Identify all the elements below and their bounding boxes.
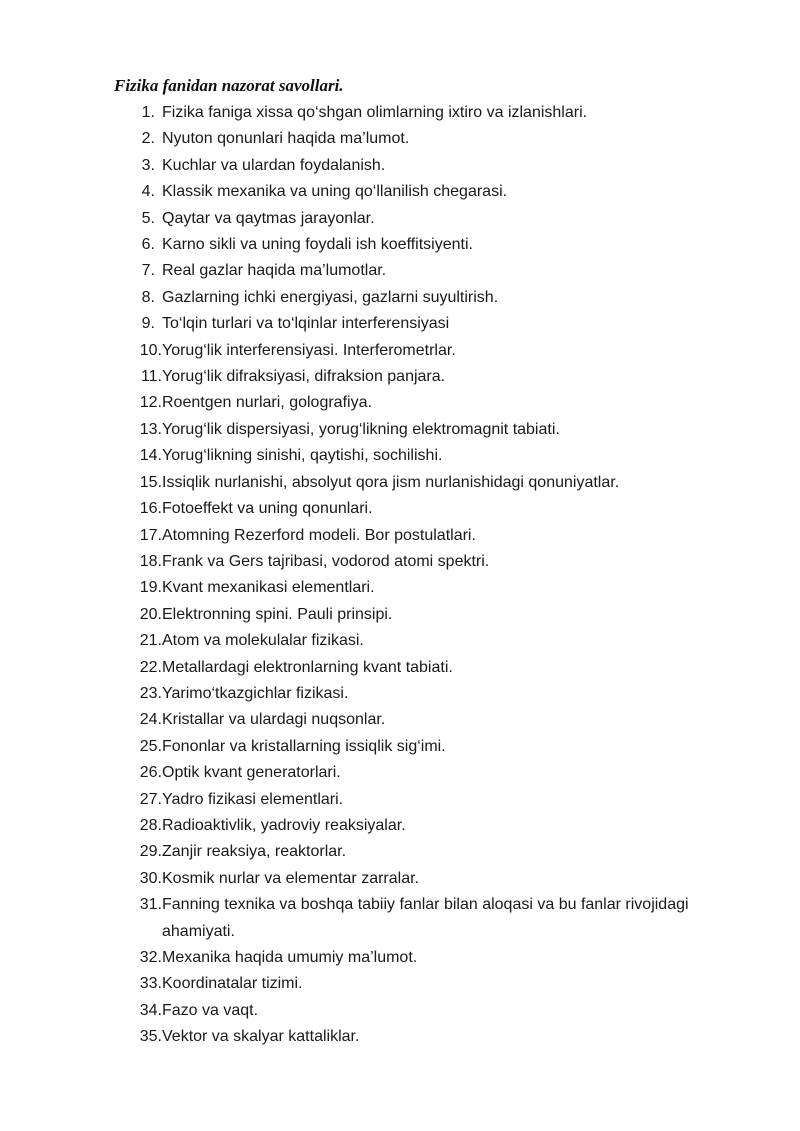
list-item-number: 17. [139,526,162,544]
list-item-number: 4. [141,183,155,201]
list-item-text: To‘lqin turlari va to‘lqinlar interferensiyasi [162,315,450,333]
list-item-number: 34. [139,1001,162,1019]
list-item-number: 30. [139,869,162,887]
list-item [0,813,800,839]
list-item-text: Elektronning spini. Pauli prinsipi. [162,605,393,623]
list-item-number: 33. [139,975,162,993]
list-item [0,707,800,733]
list-item [0,338,800,364]
list-item-number: 11. [140,368,162,386]
list-item-number: 25. [139,737,162,755]
list-item [0,734,800,760]
list-item-text: Yorug‘lik difraksiyasi, difraksion panjara. [162,368,446,386]
list-item-text: Fazo va vaqt. [162,1001,259,1019]
list-item-number: 32. [139,949,162,966]
list-item-text: Issiqlik nurlanishi, absolyut qora jism nurlanishidagi qonuniyatlar. [162,473,620,491]
list-item [0,655,800,681]
list-item [0,443,800,469]
list-item-text: Real gazlar haqida ma’lumotlar. [162,262,387,280]
list-item [0,417,800,443]
list-item-text: Zanjir reaksiya, reaktorlar. [162,843,347,861]
list-item-number: 14. [139,447,162,465]
list-item [0,681,800,707]
list-item [0,179,800,205]
list-item-number: 8. [141,288,155,306]
list-item-text: Fanning texnika va boshqa tabiiy fanlar bilan aloqasi va bu fanlar rivojidagi ahamiyati. [162,896,689,940]
list-item-number: 24. [139,711,162,729]
list-item-number: 2. [141,130,155,148]
list-item [0,496,800,522]
list-item-number: 20. [139,605,162,623]
list-item [0,523,800,549]
list-item-text: Kosmik nurlar va elementar zarralar. [162,869,419,887]
list-item-text: Mexanika haqida umumiy ma’lumot. [162,949,418,966]
list-item-number: 21. [139,632,162,650]
list-item [0,311,800,337]
list-item [0,470,800,496]
list-item-text: Frank va Gers tajribasi, vodorod atomi spektri. [162,552,490,570]
list-item-text: Roentgen nurlari, golografiya. [162,394,372,412]
list-item-number: 1. [141,104,155,121]
list-item [0,971,800,997]
list-item [0,866,800,892]
list-item [0,232,800,258]
list-item-text: Qaytar va qaytmas jarayonlar. [162,209,375,227]
list-item-text: Kristallar va ulardagi nuqsonlar. [162,711,386,729]
list-item-number: 35. [139,1028,162,1046]
list-item-text: Gazlarning ichki energiyasi, gazlarni suyultirish. [162,288,499,306]
list-item-number: 23. [139,684,162,702]
list-item [0,285,800,311]
list-item-text: Atom va molekulalar fizikasi. [162,632,364,650]
list-item-text: Metallardagi elektronlarning kvant tabiati. [162,658,453,676]
list-item-number: 22. [139,658,162,676]
list-item-number: 26. [139,764,162,782]
list-item [0,628,800,654]
list-item-number: 13. [139,420,162,438]
list-item [0,258,800,284]
list-item-text: Yorug‘lik interferensiyasi. Interferometrlar. [162,341,456,359]
list-item [0,206,800,232]
list-item-number: 31. [139,896,162,914]
list-item [0,998,800,1024]
list-item-number: 19. [139,579,162,597]
list-item-number: 3. [141,156,155,174]
list-item-text: Kuchlar va ulardan foydalanish. [162,156,386,174]
list-item [0,787,800,813]
list-item [0,364,800,390]
list-item-text: Yorug‘lik dispersiyasi, yorug‘likning elektromagnit tabiati. [162,420,560,438]
document-title: Fizika fanidan nazorat savollari. [114,76,344,95]
list-item-number: 5. [141,209,155,227]
list-item [0,549,800,575]
list-item-text: Nyuton qonunlari haqida ma’lumot. [162,130,410,148]
list-item [0,100,800,126]
list-item-text: Yorug‘likning sinishi, qaytishi, sochilishi. [162,447,443,465]
list-item-number: 7. [141,262,155,280]
list-item-text: Vektor va skalyar kattaliklar. [162,1028,360,1046]
list-item-text: Karno sikli va uning foydali ish koeffitsiyenti. [162,236,473,254]
list-item [0,126,800,152]
list-item-number: 6. [141,236,155,254]
list-item-text: Atomning Rezerford modeli. Bor postulatlari. [162,526,476,544]
list-item [0,575,800,601]
list-item-number: 28. [139,816,162,834]
question-list [0,100,800,1051]
list-item-text: Fononlar va kristallarning issiqlik sig‘imi. [162,737,446,755]
list-item-text: Fizika faniga xissa qo‘shgan olimlarning ixtiro va izlanishlari. [162,104,588,121]
list-item [0,153,800,179]
list-item-number: 29. [139,843,162,861]
list-item-number: 10. [139,341,162,359]
list-item-text: Klassik mexanika va uning qo‘llanilish chegarasi. [162,183,508,201]
list-item [0,839,800,865]
list-item-text: Yarimo‘tkazgichlar fizikasi. [162,684,349,702]
list-item-text: Koordinatalar tizimi. [162,975,303,993]
list-item-text: Radioaktivlik, yadroviy reaksiyalar. [162,816,406,834]
list-item [0,1024,800,1050]
list-item-number: 9. [141,315,155,333]
list-item [0,760,800,786]
list-item [0,602,800,628]
list-item [0,390,800,416]
list-item-number: 27. [139,790,162,808]
list-item-number: 16. [139,500,162,518]
list-item-text: Kvant mexanikasi elementlari. [162,579,375,597]
list-item-text: Yadro fizikasi elementlari. [162,790,344,808]
list-item-text: Optik kvant generatorlari. [162,764,341,782]
list-item [0,945,800,971]
list-item-number: 12. [139,394,162,412]
list-item-number: 18. [139,552,162,570]
list-item-number: 15. [139,473,162,491]
list-item [0,892,800,945]
list-item-text: Fotoeffekt va uning qonunlari. [162,500,373,518]
